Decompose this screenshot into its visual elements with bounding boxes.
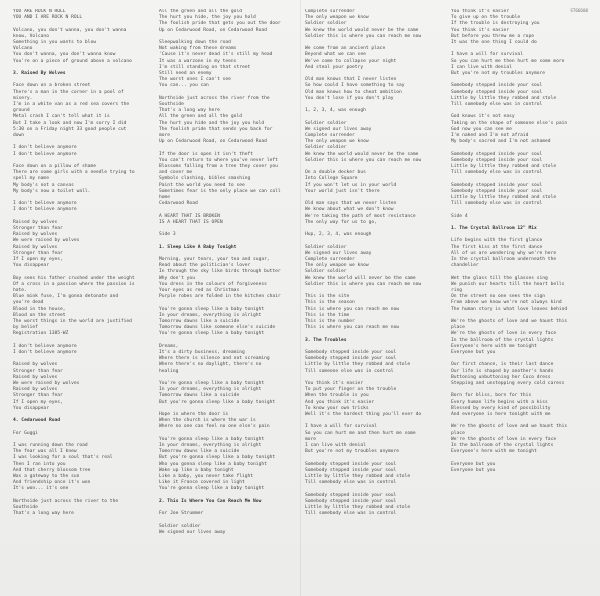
lyric-stanza: Dreams, It's a dirty business, dreaming Where there is silence and not screaming Where there's no daylight, there's no healing [159,343,270,374]
lyric-stanza: Somebody stepped inside your soul Somebody stepped inside your soul Little by little they robbed and stole Till somebody else was in control [451,83,557,108]
lyric-stanza: I have a will for survival So you can hurt me and then hurt me some more I can live with denial But you're not my troubles anymore [305,424,416,455]
lyric-stanza: I don't believe anymore I don't believe anymore [13,145,77,157]
lyric-stanza: This is the site This is the season This is where you can reach me now This is the time This is the number This is where you can reach me now [305,294,400,331]
catalog-code: ST66608 [570,8,588,13]
lyric-stanza: Wet the glass till the glasses sing We punish our hearts till the heart bells ring On the street no one sees the sign From above we know we're not always kind The human story is what love leaves behind [451,275,568,312]
lyric-stanza: Face down on a pillow of shame There are some girls with a needle trying to spell my name My body's not a canvas My body's now a toilet wall. [13,164,135,194]
lyric-stanza: Somebody stepped inside your soul Somebody stepped inside your soul Little by little they robbed and stole Till someone else was in control [305,350,411,374]
lyric-stanza: A HEART THAT IS BROKEN IS A HEART THAT IS OPEN [159,213,223,225]
lyric-stanza: I don't believe anymore I don't believe anymore [13,201,77,213]
song-title: 1. Sleep Like A Baby Tonight [159,244,237,250]
lyric-stanza: Somebody stepped inside your soul Somebody stepped inside your soul Little by little they robbed and stole Till somebody else was in control [451,182,557,207]
center-fold [300,0,301,596]
lyric-stanza: We're the ghosts of love and we haunt this place We're the ghosts of love in every face In the ballroom of the crystal lights Everyone's here with me tonight [451,424,568,455]
lyric-stanza: For Guggi [13,430,38,436]
lyric-stanza: Complete surrender The only weapon we know Soldier soldier We knew the world would never be the same Soldier this is where you can reach me now [305,9,422,39]
lyric-stanza: All the green and all the gold The hurt you hide, the joy you hold The foolish pride that gets you out the door Up on Cedarwood Road, on Cedarwood Road [159,9,281,33]
lyric-stanza: You think it's easier To put your finger on the trouble When the trouble is you And you think it's easier To know your own tricks Well it's the hardest thing you'll ever do [305,381,422,418]
lyric-stanza: Everyone but you Everyone but you [451,461,496,473]
lyric-stanza: Somebody stepped inside your soul Somebody stepped inside your soul Little by little they robbed and stole Till somebody else was in control [451,151,557,176]
lyric-stanza: Side 3 [159,232,176,238]
lyric-stanza: Born for bliss, born for this Every human life begins with a kiss Blessed by every kind of possibility And everyone is here tonight with me [451,393,551,418]
lyric-stanza: Northside just across the river to the Southside That's a long way here [13,498,119,517]
lyric-stanza: Boy sees his father crushed under the weight Of a cross in a passion where the passion is hate. Blue mink fuse, I'm gonna detonate and you're dead Blood in the house, Blood on the street The worst things in the world are justified by belief Registration 1385-WZ [13,275,135,337]
song-title: 3. The Troubles [305,337,347,343]
lyric-stanza: We're the ghosts of love and we haunt this place We're the ghosts of love in every face In the ballroom of the crystal lights Everyone's here with me tonight Everyone but you [451,319,568,356]
song-title: 4. Cedarwood Road [13,418,61,424]
lyrics-column-1 [13,9,153,593]
lyric-stanza: I don't believe anymore I don't believe anymore [13,343,77,356]
lyric-stanza: Soldier soldier We signed our lives away Complete surrender The only weapon we know Soldier soldier We knew the world will never be the same Soldier this is where you can reach me now [305,244,422,287]
lyric-stanza: Somebody stepped inside your soul Somebody stepped inside your soul Little by little they robbed and stole Till somebody else was in control [305,492,411,517]
song-title: 2. This Is Where You Can Reach Me Now [159,498,262,504]
lyric-stanza: God knows it's not easy Taking on the shape of someone else's pain God now you can see me I'm naked and I'm not afraid My body's sacred and I'm not ashamed [451,114,568,145]
lyric-stanza: If the door is open it isn't theft You can't return to where you've never left Blossoms falling from a tree they cover you and cover me Symbols clashing, bibles smashing Paint the world you need to see Sometimes fear is the only place we can call home Cedarwood Road [159,151,281,207]
lyric-stanza: Soldier soldier We signed our lives away [159,523,226,535]
lyric-stanza: Hup, 2, 3, 4, was enough [305,232,372,238]
lyric-stanza: Side 4 [451,213,468,219]
lyrics-column-4 [451,9,591,593]
lyric-stanza: Volcano, you don't wanna, you don't wanna know, Volcano Something in you wants to blow Volcano You don't wanna, you don't wanna know You're on a piece of ground above a volcano [13,27,132,64]
lyric-stanza: Raised by wolves Stronger than fear Raised by wolves We were raised by wolves Raised by wolves Stronger than fear If I open my eyes, You disappear [13,219,80,269]
lyric-stanza: Life begins with the first glance The first kiss at the first dance All of us are wondering why we're here In the crystal ballroom underneath the chandelier [451,238,557,269]
lyric-stanza: Hope is where the door is When the church is where the war is Where no one can feel no one else's pain [159,412,270,430]
lyric-stanza: Raised by wolves Stronger than fear Raised by wolves We were raised by wolves Raised by wolves Stronger than fear If I open my eyes, You disappear [13,362,80,411]
lyric-stanza: For Joe Strummer [159,511,204,517]
lyric-stanza: You're gonna sleep like a baby tonight In your dreams, everything is alright Tomorrow dawns like a suicide Tomorrow dawns like someone else's suicide You're gonna sleep like a baby tonight [159,306,276,337]
lyric-stanza: You're gonna sleep like a baby tonight In your dreams, everything is alright Tomorrow dawns like a suicide But you're gonna sleep like a baby tonight Who you gonna sleep like a baby tonight Wake up like a baby tonight Like a baby, you never take flight Like it France covered in light You're gonna sleep like a baby tonight [159,436,276,492]
lyric-stanza: I was running down the road The fear was all I knew I was looking for a soul that's real Then I ran into you And that cherry blossom tree Was a gateway to the sun And friendship once it's won It's won... it's one [13,443,113,492]
lyric-stanza: On a double decker bus Into College Square If you won't let us in your world Your world just isn't there [305,170,397,194]
lyric-stanza: Face down on a broken street There's a man in the corner in a pool of misery. I'm in a white van as a red sea covers the ground Metal crash I can't tell what it is But I take a look and now I'm sorry I did 5:30 on a Friday night 33 good people cut down [13,83,130,139]
lyrics-column-2 [159,9,299,593]
lyric-stanza: Somebody stepped inside your soul Somebody stepped inside your soul Little by little they robbed and stole Till somebody else was in control [305,461,411,486]
lyric-stanza: Old man says that we never listen We know about what we don't know We're taking the path of most resistance The only way for us to go, [305,201,416,225]
lyric-stanza: 1, 2, 3, 4, was enough [305,108,366,114]
lyric-stanza: You're gonna sleep like a baby tonight In your dreams, everything is alright Tomorrow dawns like a suicide But you're gonna sleep like a baby tonight [159,381,276,405]
lyric-stanza: Northside just across the river from the Southside That's a long way here All the green and all the gold The hurt you hide and the joy you hold The foolish pride that sends you back for more Up on Cedarwood Road, on Cedarwood Road [159,95,273,145]
lyric-stanza: Old man knows that I never listen So how could I have something to say Old man knows how to cheat ambition You don't lose if you don't play [305,77,405,101]
lyric-stanza: YOU ARE ROCK N ROLL YOU AND I ARE ROCK N ROLL [13,9,83,21]
lyric-stanza: You think it's easier To give up on the trouble If the trouble is destroying you You think it's easier But before you threw me a rope It was the one thing I could do [451,9,540,46]
lyric-stanza: Morning, your tears, your tea and sugar, Read about the politician's lover In through the sky like birds through butter Why don't you You dress in the colours of forgiveness Your eyes as red as Christmas Purple robes are folded in the kitchen chair [159,257,281,300]
lyric-stanza: Sleepwalking down the road Not waking from these dreams 'Cause it's never dead it's still my head It was a warzone in my teens I'm still standing on that street Still need an enemy The worst ones I can't see You can... you can [159,40,273,89]
song-title: 3. Raised By Wolves [13,71,66,76]
lyric-stanza: Our first chance, is their last dance Our life is shaped by another's hands Buttoning unbuttoning her Coco dress Stepping and unstepping every cold caress [451,362,565,387]
lyric-stanza: I have a will for survival So you can hurt me then hurt me some more I can live with denial But you're not my troubles anymore [451,52,565,77]
lyric-stanza: We come from an ancient place Beyond what we can see We've come to collapse your night And steal your poetry [305,46,397,70]
song-title: 1. The Crystal Ballroom 12" Mix [451,226,537,231]
lyric-stanza: Soldier soldier We signed our lives away Complete surrender The only weapon we know Soldier soldier We knew the world would never be the same Soldier this is where you can reach me now [305,120,422,163]
lyrics-column-3 [305,9,445,593]
